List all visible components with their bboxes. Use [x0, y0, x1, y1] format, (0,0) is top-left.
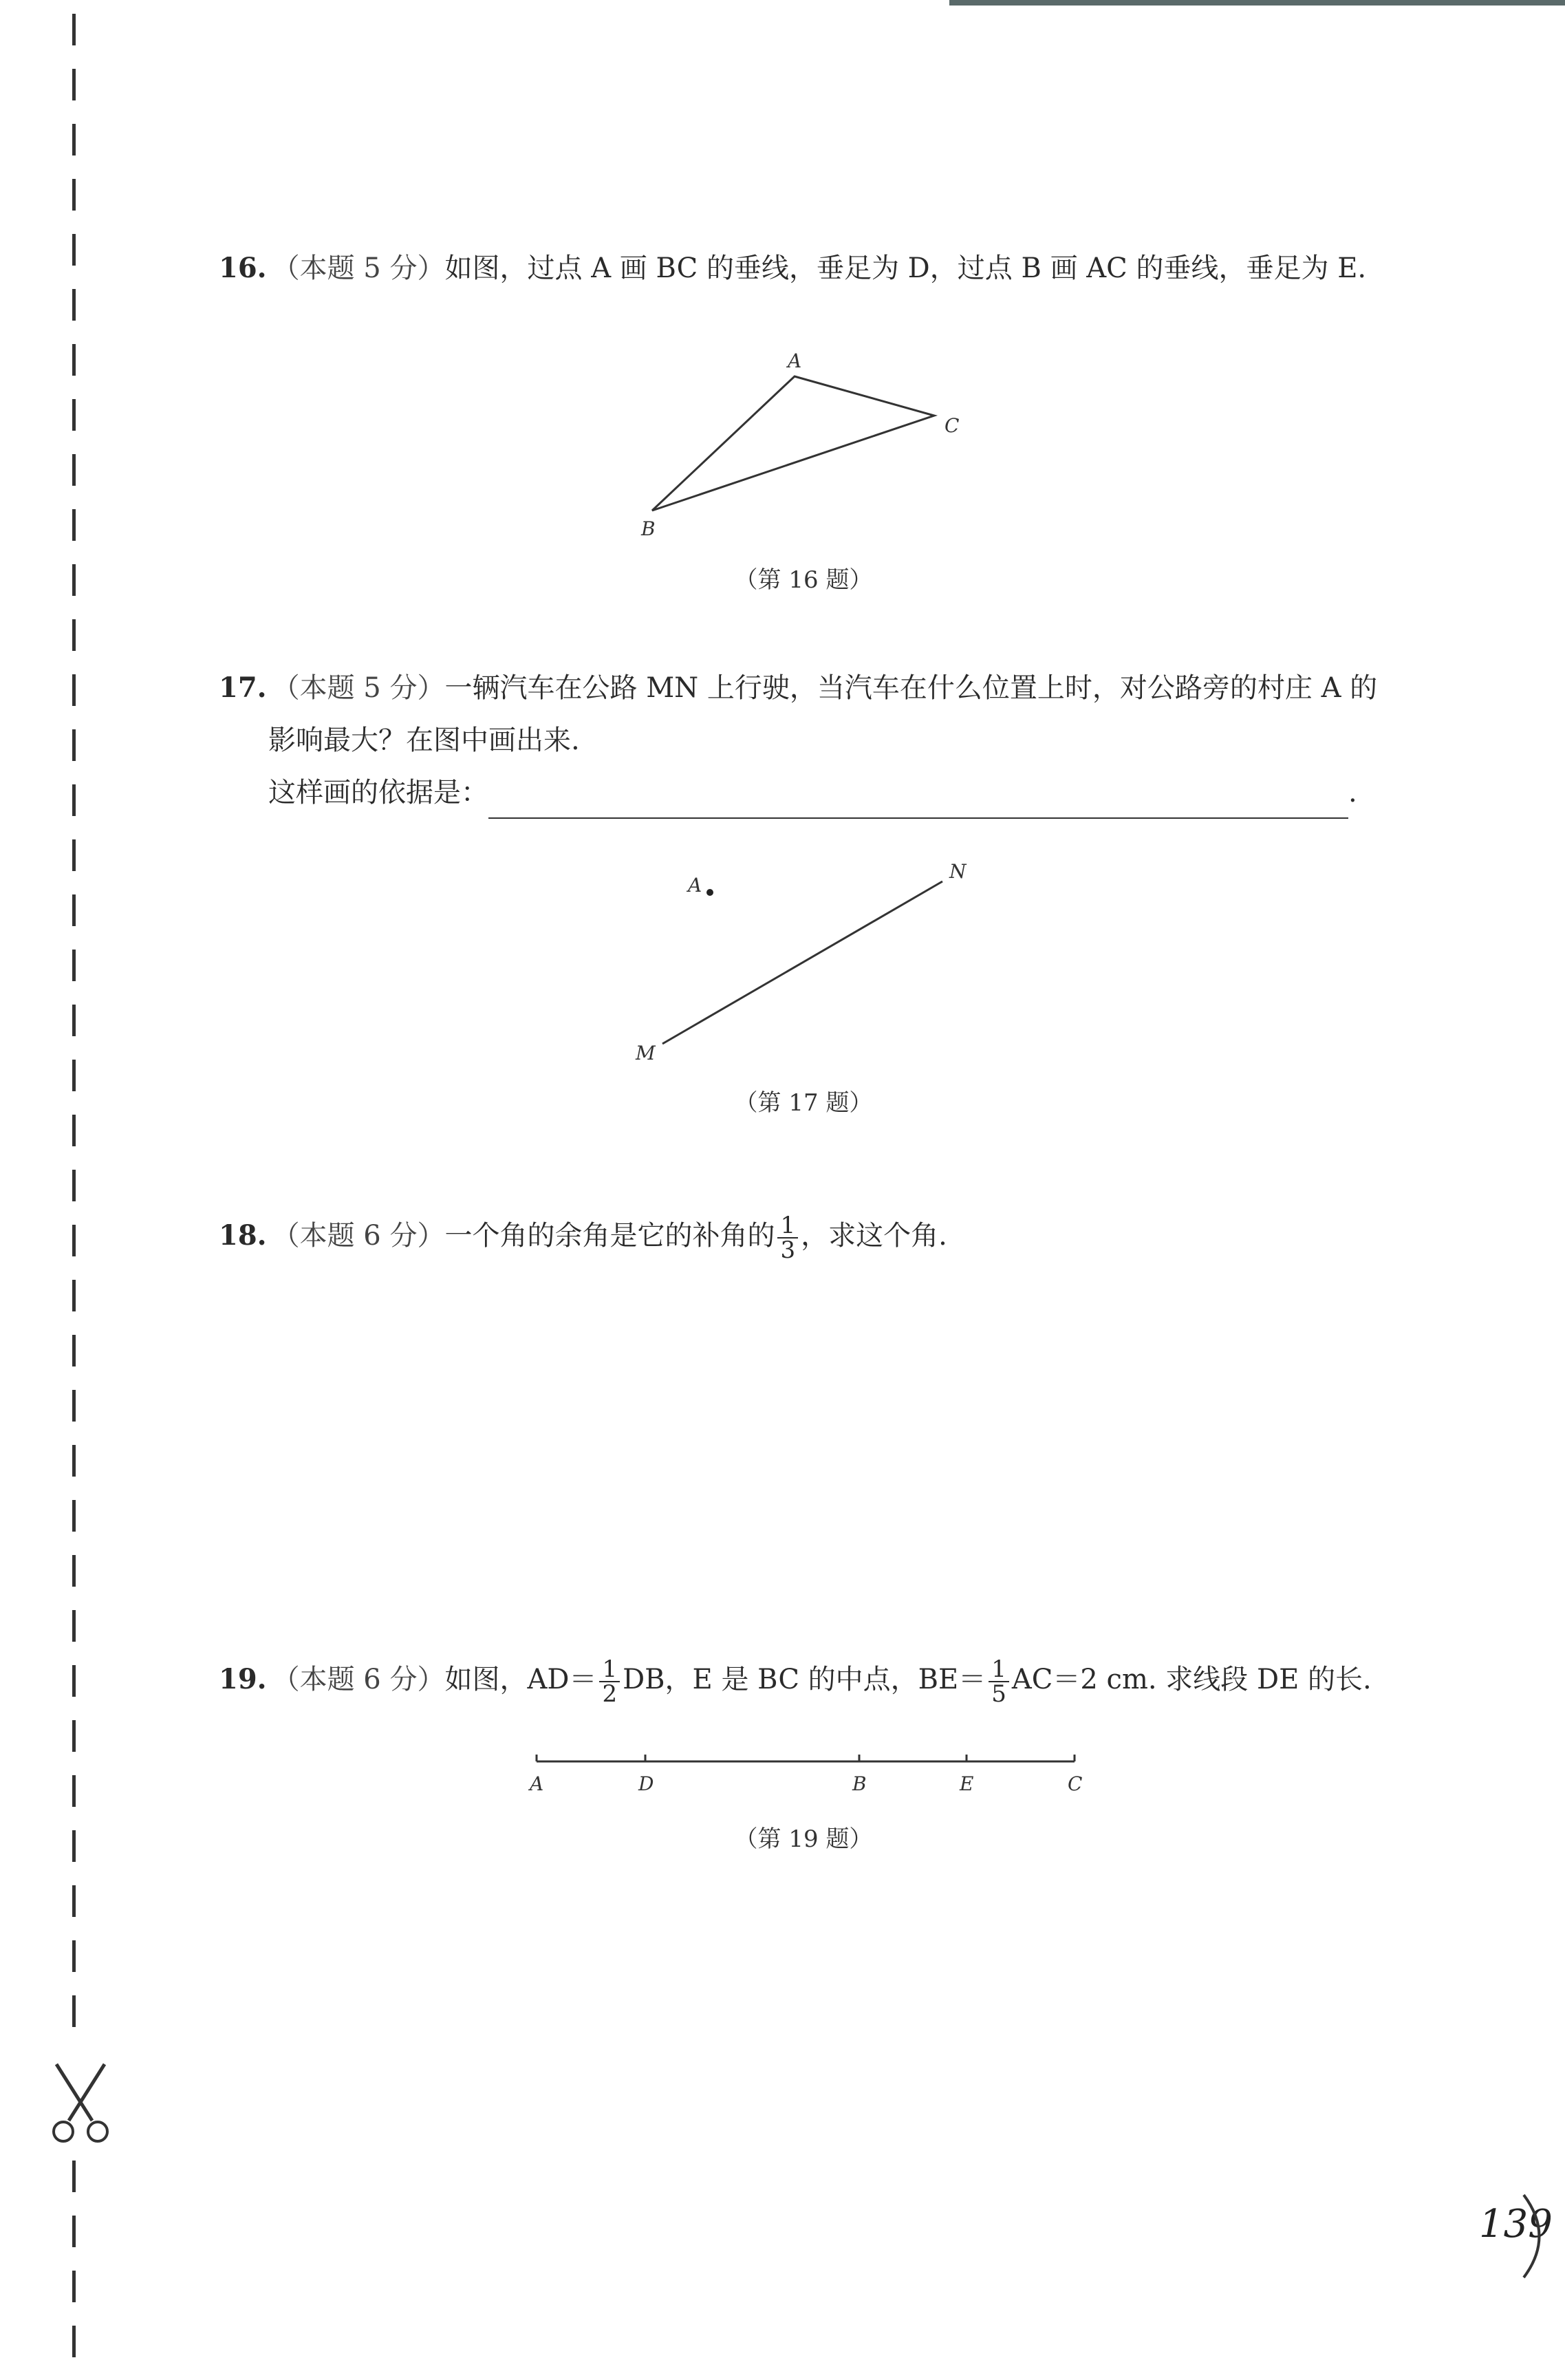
- scissors-icon: [43, 2057, 118, 2147]
- figure-19-segment: [509, 1741, 1101, 1810]
- label-a: A: [688, 874, 702, 897]
- question-number: 18.: [219, 1219, 267, 1252]
- label-d: D: [638, 1772, 654, 1795]
- question-17: [219, 662, 1378, 808]
- question-text-part3: AC＝2 cm. 求线段 DE 的长.: [1011, 1664, 1372, 1695]
- label-m: M: [636, 1042, 656, 1064]
- label-c: C: [945, 414, 960, 437]
- figure-16-caption: （第 16 题）: [734, 566, 873, 594]
- question-text: 如图，过点 A 画 BC 的垂线，垂足为 D，过点 B 画 AC 的垂线，垂足为 E.: [444, 253, 1367, 284]
- cut-line: [72, 0, 76, 2380]
- question-text: 一个角的余角是它的补角的: [444, 1220, 775, 1252]
- point-a: [706, 889, 713, 896]
- question-text-end: ，求这个角.: [801, 1220, 947, 1252]
- triangle-abc: [652, 376, 934, 511]
- fraction-one-third: $\frac{1}{3}$: [777, 1214, 798, 1262]
- question-number: 17.: [219, 672, 267, 704]
- label-b: B: [641, 517, 656, 540]
- fraction-one-half: $\frac{1}{2}$: [599, 1658, 620, 1706]
- label-a: A: [788, 350, 802, 372]
- question-19: [219, 1653, 1372, 1706]
- basis-label: 这样画的依据是：: [268, 777, 488, 808]
- figure-16-triangle: [619, 344, 1004, 550]
- question-score: （本题 5 分）: [272, 253, 445, 284]
- label-c: C: [1068, 1772, 1083, 1795]
- page-number: 139: [1479, 2202, 1553, 2247]
- answer-blank[interactable]: [488, 790, 1348, 819]
- question-score: （本题 6 分）: [272, 1664, 445, 1695]
- question-text-part2: DB，E 是 BC 的中点，BE＝: [623, 1664, 986, 1695]
- question-number: 19.: [219, 1663, 267, 1695]
- basis-end: .: [1348, 777, 1357, 808]
- figure-19-caption: （第 19 题）: [734, 1825, 873, 1853]
- road-mn: [662, 881, 942, 1044]
- page-number-bracket: [1517, 2188, 1558, 2284]
- label-b: B: [852, 1772, 867, 1795]
- question-18: [219, 1210, 947, 1262]
- question-number: 16.: [219, 252, 267, 284]
- question-text: 一辆汽车在公路 MN 上行驶，当汽车在什么位置上时，对公路旁的村庄 A 的: [444, 672, 1378, 704]
- answer-basis: [268, 766, 1357, 819]
- question-score: （本题 6 分）: [272, 1220, 445, 1252]
- label-a: A: [530, 1772, 544, 1795]
- figure-17-road: [619, 853, 1004, 1073]
- question-16: [219, 242, 1366, 294]
- label-n: N: [949, 860, 967, 883]
- top-edge-bar: [949, 0, 1565, 6]
- question-score: （本题 5 分）: [272, 672, 445, 704]
- question-text-part1: 如图，AD＝: [444, 1664, 597, 1695]
- question-text-line2: 影响最大？在图中画出来.: [268, 725, 580, 756]
- fraction-one-fifth: $\frac{1}{5}$: [989, 1658, 1009, 1706]
- label-e: E: [960, 1772, 974, 1795]
- figure-17-caption: （第 17 题）: [734, 1089, 873, 1117]
